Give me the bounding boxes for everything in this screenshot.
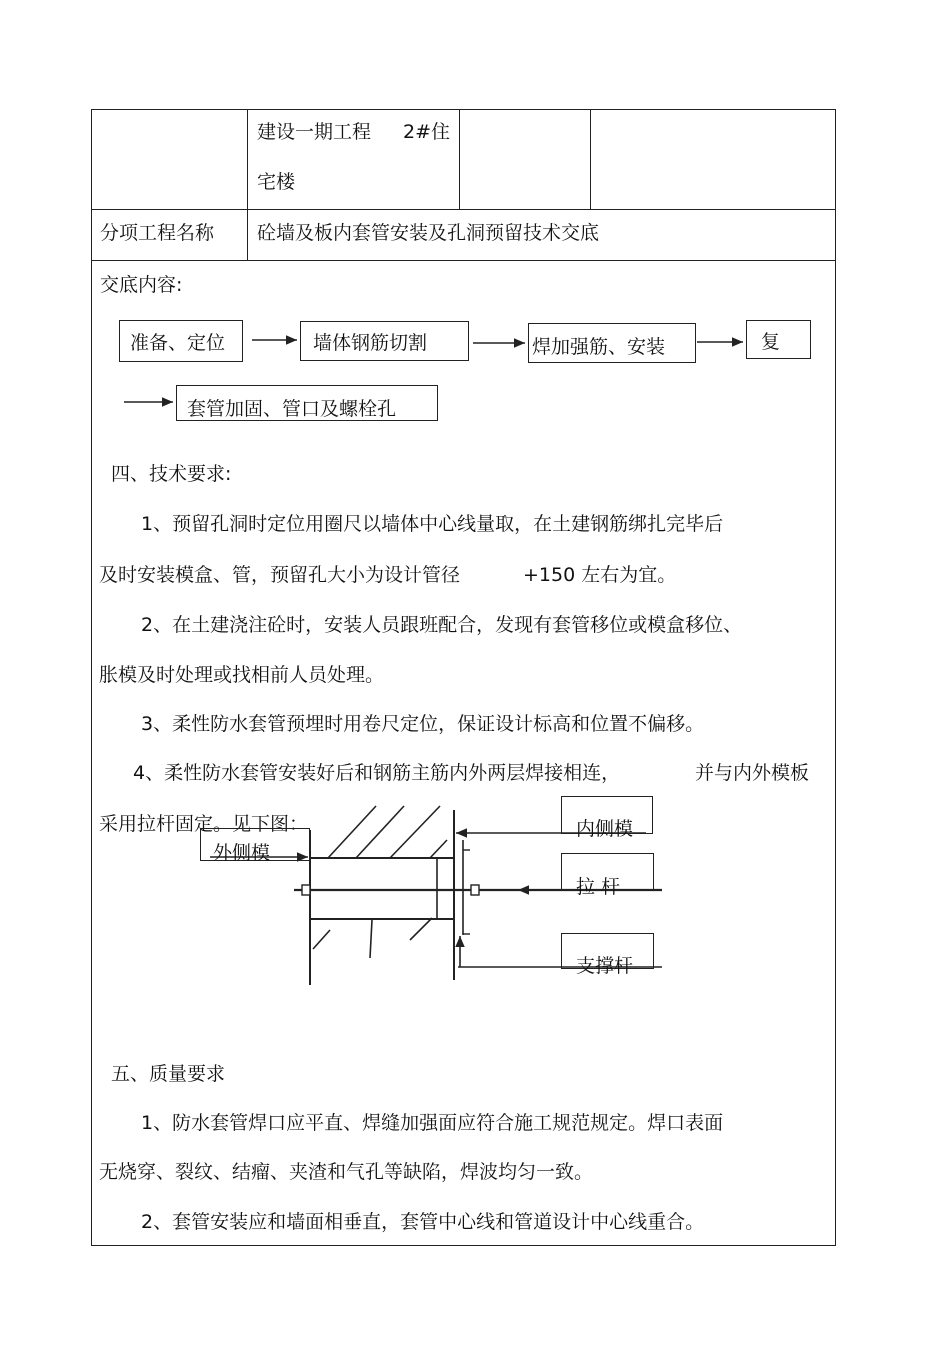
flow-step-reinforce-label: 套管加固、管口及螺栓孔 [187,398,397,420]
section5-item1-line2: 无烧穿、裂纹、结瘤、夹渣和气孔等缺陷，焊波均匀一致。 [99,1161,594,1183]
section5-item2: 2、套管安装应和墙面相垂直，套管中心线和管道设计中心线重合。 [141,1211,705,1233]
section4-item3: 3、柔性防水套管预埋时用卷尺定位，保证设计标高和位置不偏移。 [141,713,705,735]
section4-item1-line2: 及时安装模盒、管，预留孔大小为设计管径 [99,564,461,586]
section4-item2-line2: 胀模及时处理或找相前人员处理。 [99,664,385,686]
support-rod-label: 支撑杆 [576,955,634,977]
outer-form-label-box [200,828,310,864]
section4-item1-line1: 1、预留孔洞时定位用圈尺以墙体中心线量取，在土建钢筋绑扎完毕后 [141,513,724,535]
section4-item1-line2-value: +150 左右为宜。 [523,564,677,586]
section4-item2-line1: 2、在土建浇注砼时，安装人员跟班配合，发现有套管移位或模盒移位、 [141,614,743,636]
flow-arrows [0,0,950,440]
inner-form-label-box [561,796,653,840]
flow-step-recheck-label: 复 [761,331,781,353]
wall-hatch [313,806,447,958]
project-name-line1: 建设一期工程 [257,121,372,143]
flow-step-weld-label: 焊加强筋、安装 [532,336,666,358]
section5-item1-line1: 1、防水套管焊口应平直、焊缝加强面应符合施工规范规定。焊口表面 [141,1112,724,1134]
section4-item4-line1: 4、柔性防水套管安装好后和钢筋主筋内外两层焊接相连， [133,762,621,784]
project-building-number: 2#住 [403,121,451,143]
tie-rod-nut-left [302,885,310,895]
flow-step-prepare-label: 准备、定位 [130,332,226,354]
subitem-value: 砼墙及板内套管安装及孔洞预留技术交底 [257,222,600,244]
tie-rod-label: 拉 杆 [576,876,621,898]
section4-title: 四、技术要求: [111,463,232,485]
outer-form-label: 外侧模 [213,842,271,864]
tie-rod-label-box [561,853,654,898]
section5-title: 五、质量要求 [111,1063,226,1085]
flow-step-cut-label: 墙体钢筋切割 [313,332,428,354]
support-rod-label-box [561,933,654,977]
section4-item4-line2: 采用拉杆固定。见下图： [99,813,309,835]
inner-form-label: 内侧模 [576,818,634,840]
section4-item4-line1-end: 并与内外模板 [695,762,810,784]
tie-rod-nut-right [471,885,479,895]
content-label: 交底内容: [100,274,183,296]
project-name-line2: 宅楼 [257,171,296,193]
subitem-label: 分项工程名称 [100,222,215,244]
